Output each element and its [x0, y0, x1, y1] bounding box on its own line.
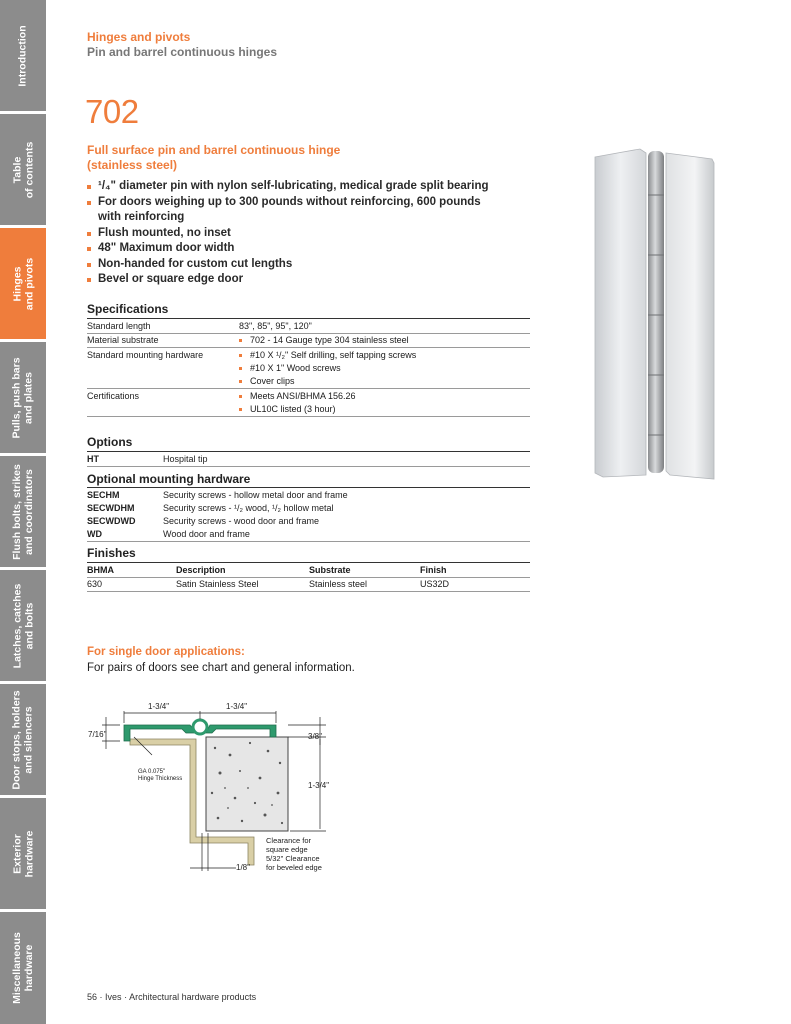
hinge-leaf-left	[595, 149, 646, 477]
clearance-note-3: 5/32" Clearance	[266, 854, 320, 863]
clearance-note-2: square edge	[266, 845, 308, 854]
finish-header: BHMA	[87, 565, 114, 575]
spec-value: 702 - 14 Gauge type 304 stainless steel	[239, 335, 409, 345]
spec-label: Material substrate	[87, 335, 159, 345]
finish-cell: Stainless steel	[309, 579, 368, 589]
model-number: 702	[85, 93, 139, 130]
mounting-description: Security screws - ¹/₂ wood, ¹/₂ hollow metal	[163, 503, 334, 513]
dim-right-top: 1-3/4"	[226, 702, 248, 711]
spec-label: Standard length	[87, 321, 151, 331]
feature-list	[87, 179, 507, 288]
page-number: 56	[87, 992, 98, 1002]
clearance-note-1: Clearance for	[266, 836, 312, 845]
tab-exterior-hardware[interactable]: Exterior hardware	[0, 798, 46, 909]
divider	[87, 318, 530, 319]
divider	[87, 591, 530, 592]
dim-left-height: 7/16"	[88, 730, 107, 739]
divider	[87, 388, 530, 389]
tab-introduction[interactable]: Introduction	[0, 0, 46, 111]
feature-item: 48" Maximum door width	[87, 241, 507, 257]
tab-flush-bolts[interactable]: Flush bolts, strikes and coordinators	[0, 456, 46, 567]
tab-door-stops[interactable]: Door stops, holders and silencers	[0, 684, 46, 795]
divider	[87, 562, 530, 563]
gauge-note: GA 0.075"	[138, 769, 166, 775]
feature-item: ¹/₄" diameter pin with nylon self-lubricating, medical grade split bearing	[87, 179, 507, 195]
spec-value: 83", 85", 95", 120"	[239, 321, 312, 331]
finishes-heading: Finishes	[87, 546, 136, 560]
option-description: Hospital tip	[163, 454, 208, 464]
hinge-pin	[193, 720, 207, 734]
divider	[87, 416, 530, 417]
spec-value: UL10C listed (3 hour)	[239, 404, 336, 414]
feature-item: Flush mounted, no inset	[87, 226, 507, 242]
mounting-code: SECWDWD	[87, 516, 136, 526]
door-section	[206, 737, 288, 831]
hinge-leaf-right	[666, 153, 714, 479]
finish-header: Substrate	[309, 565, 351, 575]
tab-latches-catches[interactable]: Latches, catches and bolts	[0, 570, 46, 681]
optional-mounting-heading: Optional mounting hardware	[87, 472, 251, 486]
divider	[87, 577, 530, 578]
spec-label: Certifications	[87, 391, 140, 401]
footer-brand: Ives	[105, 992, 122, 1002]
hinge-product-image	[590, 145, 720, 480]
gauge-note-2: Hinge Thickness	[138, 776, 183, 782]
spec-value: #10 X 1" Wood screws	[239, 363, 341, 373]
finish-cell: Satin Stainless Steel	[176, 579, 259, 589]
divider	[87, 466, 530, 467]
pairs-note: For pairs of doors see chart and general information.	[87, 662, 355, 674]
mounting-code: SECWDHM	[87, 503, 135, 513]
finish-header: Description	[176, 565, 226, 575]
page-footer: 56 · Ives · Architectural hardware products	[87, 992, 257, 1002]
product-title: Full surface pin and barrel continuous hinge (stainless steel)	[87, 143, 341, 172]
spec-value: Meets ANSI/BHMA 156.26	[239, 391, 356, 401]
tab-pulls-push-bars[interactable]: Pulls, push bars and plates	[0, 342, 46, 453]
finish-header: Finish	[420, 565, 447, 575]
category-heading: Hinges and pivots	[87, 30, 191, 44]
hinge-section-diagram	[90, 693, 350, 883]
dim-door-thickness: 1-3/4"	[308, 781, 330, 790]
feature-item: Bevel or square edge door	[87, 272, 507, 288]
hinge-barrel	[648, 151, 664, 473]
dim-right-height: 3/8"	[308, 732, 322, 741]
single-door-heading: For single door applications:	[87, 646, 245, 658]
feature-item: Non-handed for custom cut lengths	[87, 257, 507, 273]
options-heading: Options	[87, 435, 133, 449]
divider	[87, 347, 530, 348]
spec-label: Standard mounting hardware	[87, 350, 204, 360]
mounting-code: SECHM	[87, 490, 120, 500]
spec-value: #10 X ¹/₂" Self drilling, self tapping screws	[239, 350, 416, 360]
mounting-description: Security screws - wood door and frame	[163, 516, 320, 526]
divider	[87, 487, 530, 488]
finish-cell: 630	[87, 579, 103, 589]
tab-hinges-and-pivots[interactable]: Hinges and pivots	[0, 228, 46, 339]
clearance-note-4: for beveled edge	[266, 863, 322, 872]
mounting-code: WD	[87, 529, 102, 539]
divider	[87, 541, 530, 542]
tab-table-of-contents[interactable]: Table of contents	[0, 114, 46, 225]
footer-book: Architectural hardware products	[129, 992, 257, 1002]
section-sidebar	[0, 0, 46, 1024]
feature-item: For doors weighing up to 300 pounds without reinforcing, 600 pounds with reinforcing	[87, 195, 507, 226]
divider	[87, 451, 530, 452]
specifications-heading: Specifications	[87, 302, 169, 316]
finish-cell: US32D	[420, 579, 450, 589]
subcategory-heading: Pin and barrel continuous hinges	[87, 45, 278, 59]
divider	[87, 333, 530, 334]
dim-gap: 1/8"	[236, 863, 250, 872]
mounting-description: Wood door and frame	[163, 529, 250, 539]
dim-left-top: 1-3/4"	[148, 702, 170, 711]
option-code: HT	[87, 454, 99, 464]
tab-miscellaneous-hardware[interactable]: Miscellaneous hardware	[0, 912, 46, 1024]
spec-value: Cover clips	[239, 376, 295, 386]
mounting-description: Security screws - hollow metal door and frame	[163, 490, 348, 500]
